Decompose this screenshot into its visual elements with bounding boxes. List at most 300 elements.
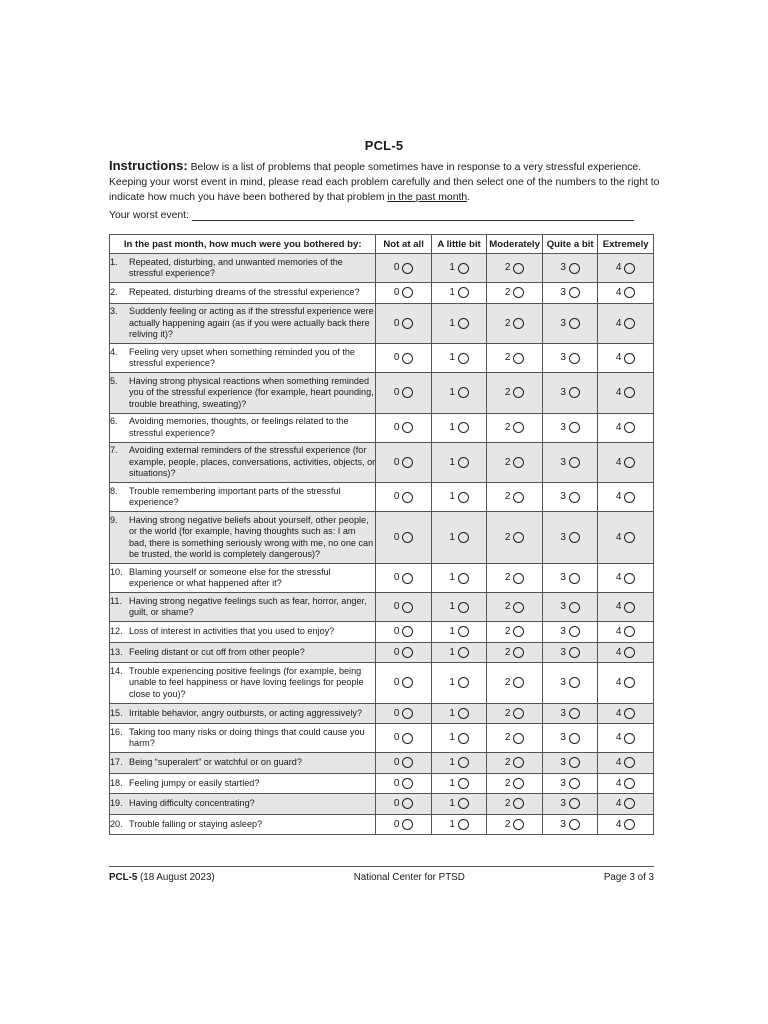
response-cell[interactable] xyxy=(487,622,543,643)
question-text: Avoiding external reminders of the stressful experience (for example, people, places, conversations, activities, objects, or situations)? xyxy=(129,445,376,478)
radio-circle-icon[interactable] xyxy=(624,263,635,274)
response-cell[interactable] xyxy=(542,753,597,774)
response-value: 4 xyxy=(615,777,622,789)
radio-circle-icon[interactable] xyxy=(458,757,469,768)
response-cell[interactable] xyxy=(542,564,597,593)
radio-circle-icon[interactable] xyxy=(513,387,524,398)
radio-circle-icon[interactable] xyxy=(624,708,635,719)
radio-circle-icon[interactable] xyxy=(513,353,524,364)
radio-circle-icon[interactable] xyxy=(624,778,635,789)
radio-circle-icon[interactable] xyxy=(624,733,635,744)
response-cell[interactable] xyxy=(542,642,597,663)
radio-circle-icon[interactable] xyxy=(458,602,469,613)
radio-circle-icon[interactable] xyxy=(513,287,524,298)
question-cell xyxy=(110,753,376,774)
radio-circle-icon[interactable] xyxy=(513,733,524,744)
response-value: 1 xyxy=(449,317,455,329)
radio-circle-icon[interactable] xyxy=(458,457,469,468)
response-cell[interactable] xyxy=(542,283,597,304)
radio-circle-icon[interactable] xyxy=(569,287,580,298)
radio-circle-icon[interactable] xyxy=(458,492,469,503)
radio-circle-icon[interactable] xyxy=(513,573,524,584)
question-number: 20. xyxy=(110,818,123,829)
radio-circle-icon[interactable] xyxy=(624,492,635,503)
response-cell[interactable] xyxy=(598,663,654,704)
radio-circle-icon[interactable] xyxy=(624,647,635,658)
response-cell[interactable] xyxy=(598,442,654,483)
radio-circle-icon[interactable] xyxy=(402,778,413,789)
response-cell[interactable] xyxy=(487,283,543,304)
response-cell[interactable] xyxy=(376,373,431,414)
question-number: 15. xyxy=(110,707,123,718)
response-value: 2 xyxy=(504,777,511,789)
response-value: 3 xyxy=(560,646,566,658)
response-value: 3 xyxy=(560,601,566,613)
response-cell[interactable] xyxy=(431,512,486,564)
radio-circle-icon[interactable] xyxy=(513,318,524,329)
radio-circle-icon[interactable] xyxy=(513,778,524,789)
radio-circle-icon[interactable] xyxy=(402,677,413,688)
table-row xyxy=(110,413,654,442)
radio-circle-icon[interactable] xyxy=(513,457,524,468)
radio-circle-icon[interactable] xyxy=(402,626,413,637)
response-cell[interactable] xyxy=(542,483,597,512)
response-cell[interactable] xyxy=(376,663,431,704)
response-value: 1 xyxy=(449,531,455,543)
response-cell[interactable] xyxy=(487,303,543,344)
response-cell[interactable] xyxy=(542,814,597,835)
response-cell[interactable] xyxy=(431,413,486,442)
response-value: 0 xyxy=(393,387,400,399)
radio-circle-icon[interactable] xyxy=(402,647,413,658)
question-text: Taking too many risks or doing things that could cause you harm? xyxy=(129,726,365,748)
radio-circle-icon[interactable] xyxy=(402,422,413,433)
response-value: 4 xyxy=(615,707,622,719)
radio-circle-icon[interactable] xyxy=(458,573,469,584)
response-cell[interactable] xyxy=(598,254,654,283)
response-cell[interactable] xyxy=(431,703,486,724)
response-value: 4 xyxy=(615,317,622,329)
response-cell[interactable] xyxy=(542,512,597,564)
response-cell[interactable] xyxy=(376,512,431,564)
radio-circle-icon[interactable] xyxy=(458,733,469,744)
response-value: 0 xyxy=(393,757,400,769)
question-text: Trouble falling or staying asleep? xyxy=(129,818,263,829)
radio-circle-icon[interactable] xyxy=(402,757,413,768)
response-cell[interactable] xyxy=(487,564,543,593)
radio-circle-icon[interactable] xyxy=(458,798,469,809)
response-cell[interactable] xyxy=(431,724,486,753)
response-value: 4 xyxy=(615,352,622,364)
response-value: 4 xyxy=(615,572,622,584)
radio-circle-icon[interactable] xyxy=(402,708,413,719)
response-cell[interactable] xyxy=(487,442,543,483)
radio-circle-icon[interactable] xyxy=(624,422,635,433)
radio-circle-icon[interactable] xyxy=(569,733,580,744)
radio-circle-icon[interactable] xyxy=(624,626,635,637)
radio-circle-icon[interactable] xyxy=(624,602,635,613)
table-row xyxy=(110,512,654,564)
response-cell[interactable] xyxy=(431,753,486,774)
instructions-underlined: in the past month xyxy=(387,192,468,203)
response-value: 3 xyxy=(560,757,566,769)
response-value: 4 xyxy=(615,626,622,638)
response-value: 2 xyxy=(504,262,511,274)
response-cell[interactable] xyxy=(542,622,597,643)
response-cell[interactable] xyxy=(376,703,431,724)
radio-circle-icon[interactable] xyxy=(569,318,580,329)
question-number: 5. xyxy=(110,375,118,386)
response-cell[interactable] xyxy=(487,703,543,724)
question-number: 11. xyxy=(110,595,122,606)
response-cell[interactable] xyxy=(487,483,543,512)
radio-circle-icon[interactable] xyxy=(513,798,524,809)
radio-circle-icon[interactable] xyxy=(624,798,635,809)
response-cell[interactable] xyxy=(487,593,543,622)
response-cell[interactable] xyxy=(431,483,486,512)
question-number: 3. xyxy=(110,306,118,316)
question-cell xyxy=(110,642,376,663)
radio-circle-icon[interactable] xyxy=(569,677,580,688)
response-cell[interactable] xyxy=(487,642,543,663)
radio-circle-icon[interactable] xyxy=(624,757,635,768)
radio-circle-icon[interactable] xyxy=(569,778,580,789)
response-cell[interactable] xyxy=(542,593,597,622)
radio-circle-icon[interactable] xyxy=(569,263,580,274)
radio-circle-icon[interactable] xyxy=(458,387,469,398)
radio-circle-icon[interactable] xyxy=(402,602,413,613)
worst-event-field[interactable] xyxy=(192,211,634,221)
response-cell[interactable] xyxy=(598,642,654,663)
response-cell[interactable] xyxy=(598,814,654,835)
radio-circle-icon[interactable] xyxy=(569,573,580,584)
table-row xyxy=(110,622,654,643)
response-cell[interactable] xyxy=(376,593,431,622)
question-number: 14. xyxy=(110,665,123,676)
response-cell[interactable] xyxy=(376,283,431,304)
response-cell[interactable] xyxy=(487,373,543,414)
response-cell[interactable] xyxy=(376,254,431,283)
radio-circle-icon[interactable] xyxy=(569,626,580,637)
response-cell[interactable] xyxy=(431,814,486,835)
table-row xyxy=(110,442,654,483)
response-cell[interactable] xyxy=(487,512,543,564)
response-value: 0 xyxy=(393,601,400,613)
footer-page-number: Page 3 of 3 xyxy=(603,872,654,883)
radio-circle-icon[interactable] xyxy=(513,819,524,830)
response-cell[interactable] xyxy=(376,724,431,753)
response-cell[interactable] xyxy=(431,442,486,483)
response-cell[interactable] xyxy=(598,283,654,304)
table-row xyxy=(110,344,654,373)
response-cell[interactable] xyxy=(376,413,431,442)
radio-circle-icon[interactable] xyxy=(458,353,469,364)
question-number: 7. xyxy=(110,445,118,455)
response-cell[interactable] xyxy=(376,442,431,483)
radio-circle-icon[interactable] xyxy=(624,287,635,298)
response-cell[interactable] xyxy=(431,283,486,304)
pcl5-table xyxy=(109,234,654,835)
response-value: 3 xyxy=(560,707,566,719)
radio-circle-icon[interactable] xyxy=(458,422,469,433)
table-row xyxy=(110,303,654,344)
response-cell[interactable] xyxy=(431,593,486,622)
response-cell[interactable] xyxy=(542,724,597,753)
radio-circle-icon[interactable] xyxy=(569,647,580,658)
response-cell[interactable] xyxy=(598,703,654,724)
radio-circle-icon[interactable] xyxy=(458,708,469,719)
radio-circle-icon[interactable] xyxy=(402,733,413,744)
response-cell[interactable] xyxy=(376,483,431,512)
table-row xyxy=(110,373,654,414)
response-cell[interactable] xyxy=(487,814,543,835)
footer-date: (18 August 2023) xyxy=(137,872,215,883)
radio-circle-icon[interactable] xyxy=(402,353,413,364)
response-cell[interactable] xyxy=(598,373,654,414)
radio-circle-icon[interactable] xyxy=(402,492,413,503)
response-cell[interactable] xyxy=(542,663,597,704)
response-cell[interactable] xyxy=(376,794,431,815)
response-value: 3 xyxy=(560,317,566,329)
radio-circle-icon[interactable] xyxy=(624,457,635,468)
radio-circle-icon[interactable] xyxy=(458,318,469,329)
response-cell[interactable] xyxy=(431,254,486,283)
question-text: Trouble experiencing positive feelings (for example, being unable to feel happiness or have loving feelings for people close to you)? xyxy=(129,665,364,699)
radio-circle-icon[interactable] xyxy=(569,422,580,433)
response-cell[interactable] xyxy=(431,373,486,414)
response-value: 1 xyxy=(449,352,455,364)
response-cell[interactable] xyxy=(431,794,486,815)
response-value: 1 xyxy=(449,456,455,468)
response-value: 2 xyxy=(504,646,511,658)
response-value: 3 xyxy=(560,287,566,299)
radio-circle-icon[interactable] xyxy=(569,708,580,719)
response-cell[interactable] xyxy=(376,773,431,794)
question-cell xyxy=(110,483,376,512)
response-cell[interactable] xyxy=(598,773,654,794)
response-cell[interactable] xyxy=(431,663,486,704)
response-value: 2 xyxy=(504,287,511,299)
radio-circle-icon[interactable] xyxy=(624,387,635,398)
question-text: Repeated, disturbing, and unwanted memories of the stressful experience? xyxy=(129,256,343,278)
response-value: 0 xyxy=(393,777,400,789)
table-row xyxy=(110,254,654,283)
radio-circle-icon[interactable] xyxy=(402,387,413,398)
response-cell[interactable] xyxy=(376,344,431,373)
response-value: 2 xyxy=(504,531,511,543)
table-row xyxy=(110,483,654,512)
radio-circle-icon[interactable] xyxy=(458,626,469,637)
response-cell[interactable] xyxy=(487,724,543,753)
question-text: Feeling distant or cut off from other people? xyxy=(129,646,305,657)
radio-circle-icon[interactable] xyxy=(569,798,580,809)
radio-circle-icon[interactable] xyxy=(458,287,469,298)
radio-circle-icon[interactable] xyxy=(402,318,413,329)
response-value: 0 xyxy=(393,421,400,433)
question-cell xyxy=(110,814,376,835)
response-value: 2 xyxy=(504,317,511,329)
question-text: Having difficulty concentrating? xyxy=(129,798,255,808)
radio-circle-icon[interactable] xyxy=(624,532,635,543)
response-cell[interactable] xyxy=(542,373,597,414)
response-value: 0 xyxy=(393,677,400,689)
response-value: 2 xyxy=(504,732,511,744)
response-value: 2 xyxy=(504,626,511,638)
radio-circle-icon[interactable] xyxy=(513,757,524,768)
radio-circle-icon[interactable] xyxy=(513,602,524,613)
response-cell[interactable] xyxy=(598,724,654,753)
question-text: Having strong negative feelings such as fear, horror, anger, guilt, or shame? xyxy=(129,595,367,617)
radio-circle-icon[interactable] xyxy=(402,532,413,543)
radio-circle-icon[interactable] xyxy=(569,757,580,768)
question-number: 2. xyxy=(110,287,118,297)
table-row xyxy=(110,794,654,815)
response-value: 0 xyxy=(393,531,400,543)
response-value: 4 xyxy=(615,798,622,810)
radio-circle-icon[interactable] xyxy=(569,353,580,364)
response-cell[interactable] xyxy=(542,703,597,724)
response-cell[interactable] xyxy=(431,642,486,663)
radio-circle-icon[interactable] xyxy=(402,819,413,830)
radio-circle-icon[interactable] xyxy=(458,647,469,658)
radio-circle-icon[interactable] xyxy=(513,677,524,688)
response-cell[interactable] xyxy=(431,303,486,344)
radio-circle-icon[interactable] xyxy=(513,647,524,658)
response-cell[interactable] xyxy=(598,483,654,512)
question-column-header: In the past month, how much were you bothered by: xyxy=(110,235,376,254)
radio-circle-icon[interactable] xyxy=(402,457,413,468)
radio-circle-icon[interactable] xyxy=(569,387,580,398)
response-value: 4 xyxy=(615,732,622,744)
radio-circle-icon[interactable] xyxy=(513,532,524,543)
radio-circle-icon[interactable] xyxy=(624,573,635,584)
radio-circle-icon[interactable] xyxy=(624,318,635,329)
response-value: 1 xyxy=(449,287,455,299)
response-value: 2 xyxy=(504,456,511,468)
response-value: 2 xyxy=(504,421,511,433)
question-cell xyxy=(110,373,376,414)
response-cell[interactable] xyxy=(598,622,654,643)
radio-circle-icon[interactable] xyxy=(402,573,413,584)
response-cell[interactable] xyxy=(487,753,543,774)
question-cell xyxy=(110,703,376,724)
response-cell[interactable] xyxy=(487,773,543,794)
response-cell[interactable] xyxy=(487,254,543,283)
question-cell xyxy=(110,593,376,622)
radio-circle-icon[interactable] xyxy=(569,492,580,503)
response-cell[interactable] xyxy=(542,303,597,344)
question-cell xyxy=(110,344,376,373)
radio-circle-icon[interactable] xyxy=(458,532,469,543)
response-cell[interactable] xyxy=(598,794,654,815)
response-cell[interactable] xyxy=(487,344,543,373)
response-cell[interactable] xyxy=(598,753,654,774)
radio-circle-icon[interactable] xyxy=(458,778,469,789)
response-cell[interactable] xyxy=(431,773,486,794)
response-value: 1 xyxy=(449,626,455,638)
radio-circle-icon[interactable] xyxy=(513,422,524,433)
response-cell[interactable] xyxy=(598,593,654,622)
radio-circle-icon[interactable] xyxy=(458,677,469,688)
response-cell[interactable] xyxy=(376,753,431,774)
response-value: 3 xyxy=(560,818,566,830)
worst-event-label: Your worst event: xyxy=(109,210,189,221)
response-value: 2 xyxy=(504,818,511,830)
response-cell[interactable] xyxy=(376,564,431,593)
radio-circle-icon[interactable] xyxy=(458,819,469,830)
response-cell[interactable] xyxy=(542,413,597,442)
radio-circle-icon[interactable] xyxy=(513,626,524,637)
response-cell[interactable] xyxy=(487,413,543,442)
response-cell[interactable] xyxy=(487,794,543,815)
table-row xyxy=(110,724,654,753)
radio-circle-icon[interactable] xyxy=(402,798,413,809)
response-cell[interactable] xyxy=(542,773,597,794)
question-text: Loss of interest in activities that you used to enjoy? xyxy=(129,626,335,636)
response-cell[interactable] xyxy=(598,512,654,564)
response-value: 0 xyxy=(393,287,400,299)
response-cell[interactable] xyxy=(598,303,654,344)
response-cell[interactable] xyxy=(542,794,597,815)
response-cell[interactable] xyxy=(431,622,486,643)
question-number: 13. xyxy=(110,646,123,657)
radio-circle-icon[interactable] xyxy=(402,287,413,298)
response-value: 1 xyxy=(449,798,455,810)
radio-circle-icon[interactable] xyxy=(513,708,524,719)
response-cell[interactable] xyxy=(598,564,654,593)
table-row xyxy=(110,642,654,663)
question-number: 4. xyxy=(110,346,118,357)
radio-circle-icon[interactable] xyxy=(513,263,524,274)
radio-circle-icon[interactable] xyxy=(569,819,580,830)
response-cell[interactable] xyxy=(376,622,431,643)
response-cell[interactable] xyxy=(542,254,597,283)
question-number: 1. xyxy=(110,256,118,267)
radio-circle-icon[interactable] xyxy=(513,492,524,503)
response-cell[interactable] xyxy=(487,663,543,704)
response-cell[interactable] xyxy=(542,442,597,483)
response-value: 4 xyxy=(615,531,622,543)
question-cell xyxy=(110,303,376,344)
response-cell[interactable] xyxy=(376,642,431,663)
response-cell[interactable] xyxy=(431,344,486,373)
response-cell[interactable] xyxy=(431,564,486,593)
response-value: 3 xyxy=(560,732,566,744)
response-cell[interactable] xyxy=(598,413,654,442)
radio-circle-icon[interactable] xyxy=(402,263,413,274)
response-value: 4 xyxy=(615,677,622,689)
response-value: 1 xyxy=(449,491,455,503)
radio-circle-icon[interactable] xyxy=(569,532,580,543)
radio-circle-icon[interactable] xyxy=(624,677,635,688)
question-number: 6. xyxy=(110,416,118,426)
question-text: Trouble remembering important parts of the stressful experience? xyxy=(129,485,341,507)
response-cell[interactable] xyxy=(542,344,597,373)
response-cell[interactable] xyxy=(598,344,654,373)
response-value: 4 xyxy=(615,456,622,468)
radio-circle-icon[interactable] xyxy=(624,353,635,364)
radio-circle-icon[interactable] xyxy=(624,819,635,830)
question-cell xyxy=(110,442,376,483)
radio-circle-icon[interactable] xyxy=(569,602,580,613)
radio-circle-icon[interactable] xyxy=(569,457,580,468)
response-value: 4 xyxy=(615,646,622,658)
response-cell[interactable] xyxy=(376,303,431,344)
radio-circle-icon[interactable] xyxy=(458,263,469,274)
question-number: 17. xyxy=(110,757,123,767)
response-value: 1 xyxy=(449,572,455,584)
response-cell[interactable] xyxy=(376,814,431,835)
